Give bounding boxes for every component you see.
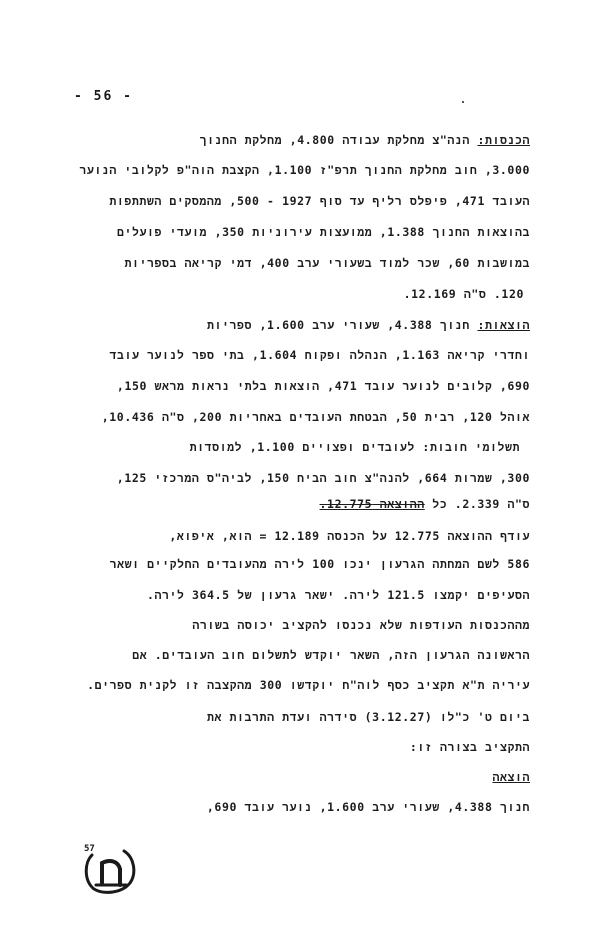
text-line-16: הסעיפים יקמצו 121.5 לירה. ישאר גרעון של 364.5 לירה. xyxy=(146,588,530,602)
archive-stamp-icon xyxy=(82,845,138,895)
text-line-23: חנוך 4.388, שעורי ערב 1.600, נוער עובד 690, xyxy=(206,800,530,814)
total-expense: ההוצאה 12.775. xyxy=(319,497,425,511)
text-line-10: אוהל 120, רבית 50, הבטחת העובדים באחריות 200, ס"ה 10.436, xyxy=(101,410,530,424)
text-line-20: ביום ט' כ"לו (3.12.27) סידרה ועדת התרבות את xyxy=(207,710,530,724)
income-heading: הכנסות: xyxy=(477,133,530,147)
text-line-2: 3.000, חוב מחלקת החנוך תרפ"ז 1.100, הקצבת הוה"פ לקלובי הנוער xyxy=(79,163,530,177)
text-line-3: העובד 471, פיפלס רליף עד סוף 1927 - 500, מהמסקים השתתפות xyxy=(109,194,530,208)
text-line-5: במושבות 60, שכר למוד בשעורי ערב 400, דמי קריאה בספריות xyxy=(124,256,530,270)
text-line-8: וחדרי קריאה 1.163, הנהלה ופקוח 1.604, בתי ספר לנוער עובד xyxy=(109,348,530,362)
text-line-9: 690, קלובים לנוער עובד 471, הוצאות בלתי נראות מראש 150, xyxy=(116,379,530,393)
expense-subheading: הוצאה xyxy=(492,770,530,784)
text-line-11: תשלומי חובות: לעובדים ופצויים 1.100, למוסדות xyxy=(189,440,520,454)
text-line-19: עיריה ת"א תקציב כסף לוה"ח יוקדשו 300 מהקצבה זו לקנית ספרים. xyxy=(87,678,530,692)
line-text: ס"ה 2.339. כל xyxy=(424,497,530,511)
speck xyxy=(462,101,464,103)
text-line-13 xyxy=(320,497,530,512)
expenses-heading: הוצאות: xyxy=(477,318,530,332)
line-text: הנה"צ מחלקת עבודה 4.800, מחלקת החנוך xyxy=(199,133,478,147)
text-line-21: התקציב בצורה זו: xyxy=(409,740,530,754)
text-line-18: הראשונה הגרעון הזה, השאר יוקדש לתשלום חוב העובדים. אם xyxy=(132,648,530,662)
page-number: - 56 - xyxy=(74,89,133,104)
text-line-15: 586 לשם המחתה הגרעון ינכו 100 לירה מהעובדים החלקיים ושאר xyxy=(109,557,530,571)
text-line-14: עודף ההוצאה 12.775 על הכנסה 12.189 = הוא, איפוא, xyxy=(169,529,530,543)
text-line-12: 300, שמרות 664, להנה"צ חוב הביח 150, לביה"ס המרכזי 125, xyxy=(116,471,530,485)
text-line-17: מההכנסות העודפות שלא נכנסו להקציב יכוסה בשורה xyxy=(192,618,530,632)
text-line-1 xyxy=(200,133,530,148)
text-line-4: בהוצאות החנוך 1.388, ממועצות עירוניות 350, מועדי פועלים xyxy=(117,225,530,239)
text-line-7 xyxy=(207,318,530,333)
text-line-6: 120. ס"ה 12.169. xyxy=(403,287,524,301)
line-text: חנוך 4.388, שעורי ערב 1.600, ספריות xyxy=(206,318,478,332)
stamp-number: 57 xyxy=(84,844,95,854)
